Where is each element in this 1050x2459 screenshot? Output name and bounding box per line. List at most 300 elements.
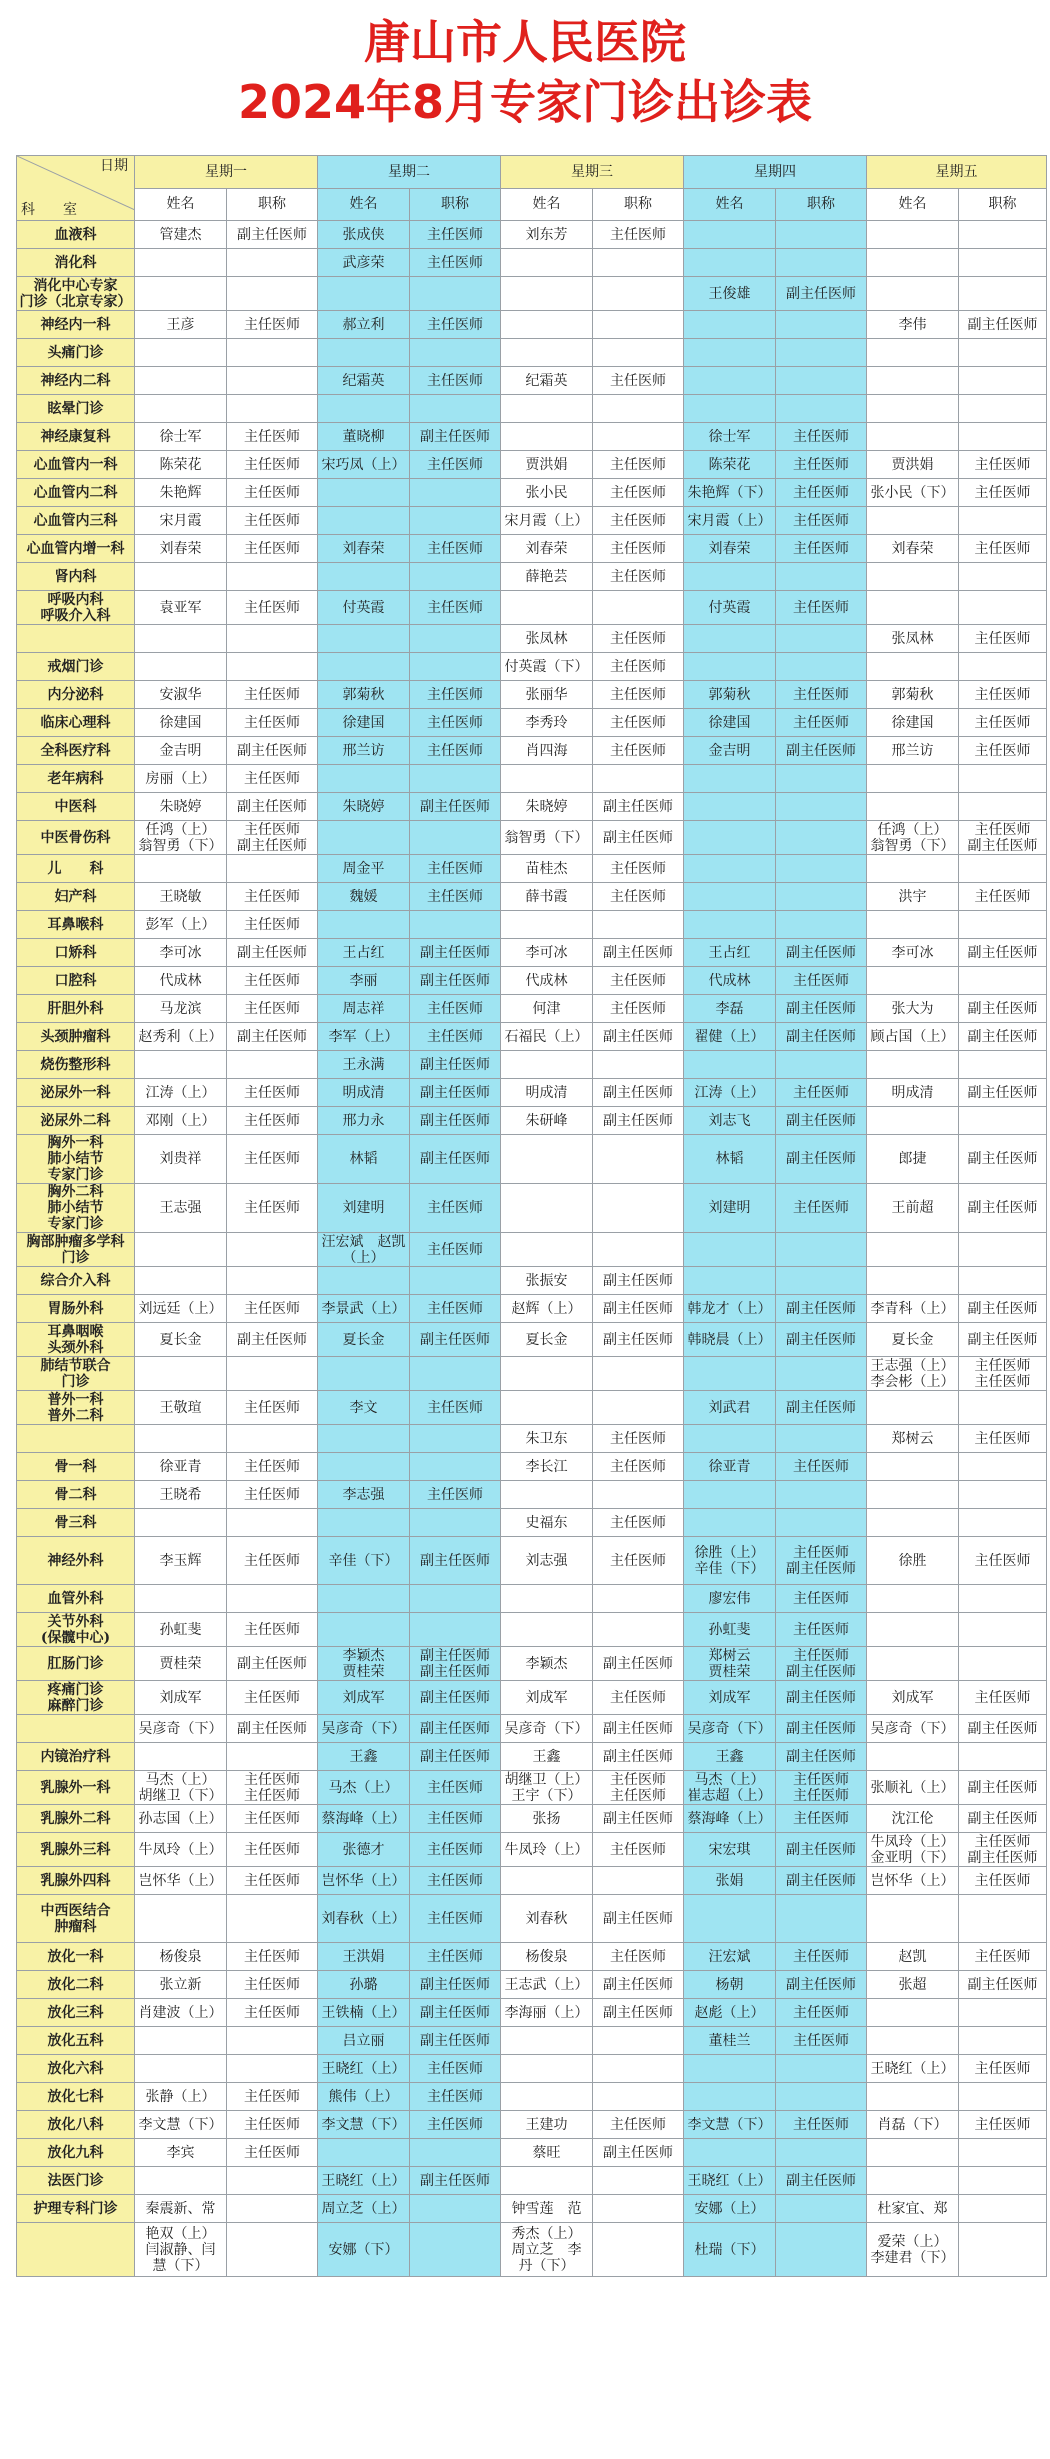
table-row [17,1585,1047,1613]
doctor-name-cell: 秀杰（上） 周立芝 李 丹（下） [501,2223,593,2277]
doctor-name-cell: 熊伟（上） [318,2083,410,2111]
table-row [17,1895,1047,1943]
doctor-name-cell: 刘建明 [318,1184,410,1233]
doctor-name-cell [501,2167,593,2195]
dept-cell: 临床心理科 [17,709,135,737]
dept-cell: 放化六科 [17,2055,135,2083]
dept-cell: 心血管内二科 [17,479,135,507]
doctor-title-cell: 主任医师 [959,451,1047,479]
doctor-name-cell: 肖磊（下） [867,2111,959,2139]
col-title-thu: 职称 [776,188,867,221]
doctor-name-cell: 刘武君 [684,1391,776,1425]
doctor-name-cell: 李丽 [318,967,410,995]
doctor-name-cell: 杨朝 [684,1971,776,1999]
doctor-title-cell [959,1999,1047,2027]
doctor-title-cell: 主任医师 [227,1971,318,1999]
doctor-title-cell [776,1509,867,1537]
doctor-name-cell [135,855,227,883]
doctor-name-cell: 王敬瑄 [135,1391,227,1425]
doctor-title-cell: 主任医师 [227,1079,318,1107]
doctor-name-cell: 王晓红（上） [318,2167,410,2195]
doctor-name-cell: 刘东芳 [501,221,593,249]
doctor-name-cell: 韩晓晨（上） [684,1323,776,1357]
doctor-name-cell [684,1233,776,1267]
doctor-name-cell [867,423,959,451]
doctor-title-cell [410,479,501,507]
dept-cell: 儿 科 [17,855,135,883]
doctor-title-cell [227,1509,318,1537]
doctor-title-cell: 副主任医师 [593,821,684,855]
doctor-name-cell: 王建功 [501,2111,593,2139]
table-row [17,737,1047,765]
doctor-name-cell: 李文 [318,1391,410,1425]
doctor-name-cell: 薛艳芸 [501,563,593,591]
doctor-name-cell: 安淑华 [135,681,227,709]
doctor-title-cell [776,883,867,911]
doctor-title-cell [410,339,501,367]
doctor-title-cell: 主任医师 [410,883,501,911]
doctor-title-cell: 主任医师 [776,681,867,709]
doctor-title-cell [776,2195,867,2223]
doctor-title-cell: 主任医师 [593,1425,684,1453]
doctor-name-cell: 朱艳辉 [135,479,227,507]
doctor-name-cell [867,2167,959,2195]
doctor-name-cell [684,311,776,339]
doctor-name-cell: 任鸿（上） 翁智勇（下） [867,821,959,855]
table-row [17,855,1047,883]
doctor-title-cell: 副主任医师 [227,1647,318,1681]
doctor-name-cell: 薛书霞 [501,883,593,911]
doctor-name-cell: 宋月霞（上） [684,507,776,535]
doctor-name-cell: 吴彦奇（下） [501,1715,593,1743]
dept-cell: 肺结节联合 门诊 [17,1357,135,1391]
doctor-title-cell [776,1895,867,1943]
doctor-title-cell: 主任医师 [410,681,501,709]
doctor-title-cell: 主任医师 [410,1023,501,1051]
doctor-title-cell [959,1509,1047,1537]
doctor-name-cell: 王彦 [135,311,227,339]
doctor-title-cell: 主任医师 [593,737,684,765]
doctor-title-cell [593,2083,684,2111]
doctor-title-cell: 副主任医师 [593,1647,684,1681]
doctor-name-cell [135,2167,227,2195]
doctor-name-cell [684,653,776,681]
table-row [17,1357,1047,1391]
doctor-name-cell: 张小民（下） [867,479,959,507]
doctor-name-cell [867,277,959,311]
doctor-name-cell [135,249,227,277]
doctor-title-cell: 主任医师 [593,967,684,995]
doctor-name-cell: 孙璐 [318,1971,410,1999]
table-row [17,249,1047,277]
doctor-name-cell: 张小民 [501,479,593,507]
doctor-title-cell [410,563,501,591]
doctor-name-cell [501,423,593,451]
doctor-title-cell: 副主任医师 [593,1295,684,1323]
doctor-title-cell: 副主任医师 [959,1715,1047,1743]
doctor-title-cell: 主任医师 [227,1107,318,1135]
doctor-title-cell: 主任医师 [776,423,867,451]
doctor-name-cell: 张成侠 [318,221,410,249]
doctor-title-cell: 副主任医师 [410,967,501,995]
dept-cell [17,2223,135,2277]
dept-cell: 妇产科 [17,883,135,911]
doctor-title-cell [593,1184,684,1233]
doctor-name-cell [318,479,410,507]
doctor-name-cell: 魏媛 [318,883,410,911]
doctor-name-cell [318,1585,410,1613]
doctor-name-cell: 李军（上） [318,1023,410,1051]
dept-cell: 神经康复科 [17,423,135,451]
doctor-title-cell [593,249,684,277]
doctor-name-cell: 徐建国 [867,709,959,737]
doctor-title-cell: 副主任医师 [959,1323,1047,1357]
doctor-title-cell [776,1267,867,1295]
doctor-title-cell [959,1107,1047,1135]
doctor-title-cell [776,1051,867,1079]
dept-cell: 头颈肿瘤科 [17,1023,135,1051]
table-row [17,911,1047,939]
doctor-name-cell: 代成林 [684,967,776,995]
col-name-mon: 姓名 [135,188,227,221]
doctor-name-cell: 李宾 [135,2139,227,2167]
doctor-name-cell [318,2139,410,2167]
doctor-title-cell: 副主任医师 [593,2139,684,2167]
dept-cell: 戒烟门诊 [17,653,135,681]
doctor-title-cell: 主任医师 [593,221,684,249]
doctor-name-cell [684,1895,776,1943]
doctor-name-cell [867,339,959,367]
doctor-title-cell: 副主任医师 [959,311,1047,339]
doctor-name-cell [318,507,410,535]
doctor-name-cell: 宋巧凤（上） [318,451,410,479]
col-title-wed: 职称 [593,188,684,221]
table-row [17,1295,1047,1323]
doctor-title-cell: 副主任医师 [593,1971,684,1999]
table-row [17,591,1047,625]
doctor-title-cell: 主任医师 [593,507,684,535]
doctor-name-cell [684,1481,776,1509]
doctor-name-cell [684,883,776,911]
table-row [17,625,1047,653]
doctor-title-cell [959,967,1047,995]
doctor-title-cell: 副主任医师 [776,737,867,765]
doctor-title-cell [410,507,501,535]
doctor-name-cell: 王占红 [684,939,776,967]
col-name-tue: 姓名 [318,188,410,221]
dept-cell: 放化八科 [17,2111,135,2139]
doctor-name-cell: 李磊 [684,995,776,1023]
doctor-title-cell [593,395,684,423]
doctor-title-cell [410,1425,501,1453]
doctor-name-cell [684,793,776,821]
doctor-name-cell: 肖建波（上） [135,1999,227,2027]
doctor-title-cell [959,653,1047,681]
doctor-name-cell [135,1357,227,1391]
doctor-name-cell [867,765,959,793]
day-header-fri: 星期五 [867,156,1047,189]
doctor-title-cell: 主任医师 主任医师 [593,1771,684,1805]
doctor-title-cell [959,507,1047,535]
doctor-name-cell: 刘贵祥 [135,1135,227,1184]
dept-cell: 消化中心专家 门诊（北京专家） [17,277,135,311]
doctor-name-cell [501,1135,593,1184]
doctor-title-cell: 主任医师 [410,2083,501,2111]
table-row [17,681,1047,709]
doctor-name-cell [135,277,227,311]
doctor-name-cell: 周金平 [318,855,410,883]
schedule-body [17,221,1047,2277]
table-row [17,1681,1047,1715]
dept-cell: 中医骨伤科 [17,821,135,855]
doctor-title-cell [959,2167,1047,2195]
day-header-tue: 星期二 [318,156,501,189]
dept-cell: 血液科 [17,221,135,249]
doctor-name-cell [867,1647,959,1681]
doctor-title-cell: 主任医师 [593,479,684,507]
doctor-title-cell: 主任医师 [227,591,318,625]
table-row [17,1537,1047,1585]
doctor-name-cell: 牛凤玲（上） [135,1833,227,1867]
doctor-name-cell: 蔡海峰（上） [318,1805,410,1833]
doctor-title-cell: 主任医师 主任医师 [776,1771,867,1805]
table-row [17,821,1047,855]
doctor-title-cell [776,1481,867,1509]
doctor-name-cell [684,221,776,249]
doctor-name-cell: 王洪娟 [318,1943,410,1971]
doctor-name-cell: 刘志飞 [684,1107,776,1135]
doctor-title-cell [410,625,501,653]
doctor-title-cell [959,855,1047,883]
table-row [17,563,1047,591]
dept-cell [17,1425,135,1453]
doctor-title-cell [410,653,501,681]
doctor-name-cell [867,507,959,535]
doctor-title-cell: 主任医师 [410,1391,501,1425]
doctor-title-cell: 主任医师 [959,535,1047,563]
doctor-name-cell: 江涛（上） [135,1079,227,1107]
day-header-mon: 星期一 [135,156,318,189]
dept-cell: 神经内二科 [17,367,135,395]
doctor-name-cell: 王铁楠（上） [318,1999,410,2027]
doctor-title-cell: 主任医师 [959,1537,1047,1585]
doctor-name-cell: 岂怀华（上） [867,1867,959,1895]
table-row [17,765,1047,793]
doctor-name-cell: 张顺礼（上） [867,1771,959,1805]
dept-cell: 口腔科 [17,967,135,995]
doctor-title-cell: 主任医师 [227,1943,318,1971]
doctor-name-cell: 石福民（上） [501,1023,593,1051]
dept-cell: 骨二科 [17,1481,135,1509]
doctor-name-cell: 徐亚青 [135,1453,227,1481]
doctor-title-cell: 主任医师 [410,367,501,395]
doctor-name-cell: 贾洪娟 [867,451,959,479]
dept-cell: 心血管内一科 [17,451,135,479]
doctor-title-cell: 主任医师 [227,479,318,507]
dept-cell: 泌尿外一科 [17,1079,135,1107]
doctor-title-cell: 主任医师 [776,1453,867,1481]
doctor-title-cell: 主任医师 [776,507,867,535]
doctor-title-cell: 主任医师 [410,451,501,479]
doctor-name-cell: 张扬 [501,1805,593,1833]
table-row [17,1771,1047,1805]
doctor-name-cell: 洪宇 [867,883,959,911]
doctor-title-cell: 主任医师 [410,1943,501,1971]
doctor-name-cell: 代成林 [501,967,593,995]
dept-cell: 心血管内增一科 [17,535,135,563]
doctor-title-cell: 副主任医师 [593,1895,684,1943]
doctor-name-cell [501,1613,593,1647]
table-row [17,1184,1047,1233]
doctor-name-cell [135,1051,227,1079]
doctor-title-cell: 主任医师 [776,1079,867,1107]
doctor-name-cell: 王晓敏 [135,883,227,911]
doctor-name-cell: 付英霞（下） [501,653,593,681]
doctor-name-cell [684,911,776,939]
doctor-title-cell [593,2055,684,2083]
doctor-title-cell [227,2055,318,2083]
doctor-name-cell: 李文慧（下） [135,2111,227,2139]
doctor-name-cell: 张振安 [501,1267,593,1295]
doctor-name-cell: 李文慧（下） [684,2111,776,2139]
doctor-title-cell: 主任医师 [593,855,684,883]
table-row [17,221,1047,249]
doctor-name-cell: 邢兰访 [867,737,959,765]
doctor-title-cell: 副主任医师 [776,995,867,1023]
doctor-title-cell [776,249,867,277]
doctor-title-cell [227,1233,318,1267]
doctor-title-cell: 主任医师 [227,1391,318,1425]
doctor-name-cell: 刘成军 [684,1681,776,1715]
doctor-name-cell: 王志强 [135,1184,227,1233]
doctor-name-cell: 刘成军 [501,1681,593,1715]
doctor-name-cell: 纪霜英 [501,367,593,395]
doctor-name-cell: 江涛（上） [684,1079,776,1107]
doctor-name-cell [867,855,959,883]
doctor-title-cell: 主任医师 [227,883,318,911]
doctor-name-cell [318,1509,410,1537]
doctor-title-cell [959,1613,1047,1647]
doctor-name-cell [501,1585,593,1613]
doctor-title-cell: 主任医师 [959,1867,1047,1895]
doctor-name-cell [501,765,593,793]
doctor-name-cell: 马龙滨 [135,995,227,1023]
table-row [17,479,1047,507]
table-row [17,1323,1047,1357]
doctor-title-cell [776,1357,867,1391]
doctor-name-cell: 张凤林 [867,625,959,653]
dept-cell [17,625,135,653]
doctor-title-cell [959,1391,1047,1425]
doctor-title-cell: 主任医师 [227,911,318,939]
doctor-name-cell: 张超 [867,1971,959,1999]
doctor-title-cell [593,1481,684,1509]
doctor-name-cell: 王占红 [318,939,410,967]
doctor-title-cell [776,1425,867,1453]
doctor-title-cell: 副主任医师 [410,1051,501,1079]
doctor-name-cell [501,277,593,311]
doctor-title-cell: 主任医师 [593,1537,684,1585]
table-row [17,709,1047,737]
doctor-name-cell: 安娜（上） [684,2195,776,2223]
doctor-title-cell [776,625,867,653]
doctor-name-cell: 胡继卫（上） 王宇（下） [501,1771,593,1805]
doctor-title-cell: 副主任医师 [410,2027,501,2055]
table-row [17,1079,1047,1107]
doctor-title-cell [959,911,1047,939]
doctor-title-cell: 主任医师 [227,535,318,563]
doctor-title-cell: 主任医师 [410,1481,501,1509]
table-row [17,2139,1047,2167]
doctor-title-cell [593,1391,684,1425]
doctor-title-cell: 主任医师 [593,535,684,563]
doctor-title-cell [410,765,501,793]
doctor-name-cell [318,395,410,423]
doctor-title-cell: 主任医师 [959,883,1047,911]
doctor-title-cell [776,563,867,591]
doctor-name-cell [867,395,959,423]
doctor-name-cell: 顾占国（上） [867,1023,959,1051]
doctor-name-cell: 王志武（上） [501,1971,593,1999]
doctor-title-cell [410,1267,501,1295]
doctor-name-cell: 徐建国 [318,709,410,737]
doctor-title-cell: 副主任医师 [776,1971,867,1999]
doctor-name-cell [867,1613,959,1647]
doctor-name-cell: 王俊雄 [684,277,776,311]
doctor-title-cell: 主任医师 [776,709,867,737]
doctor-title-cell: 副主任医师 [593,1805,684,1833]
doctor-name-cell [135,563,227,591]
doctor-title-cell [227,2167,318,2195]
doctor-title-cell: 主任医师 [227,681,318,709]
doctor-title-cell: 主任医师 [410,535,501,563]
doctor-title-cell [593,1613,684,1647]
dept-cell: 法医门诊 [17,2167,135,2195]
table-row [17,883,1047,911]
doctor-title-cell [959,765,1047,793]
doctor-title-cell: 主任医师 [959,1681,1047,1715]
doctor-name-cell [135,1425,227,1453]
doctor-title-cell [410,2223,501,2277]
doctor-title-cell [776,2223,867,2277]
doctor-name-cell [501,1051,593,1079]
table-row [17,1233,1047,1267]
doctor-title-cell [959,1051,1047,1079]
doctor-name-cell: 刘春荣 [867,535,959,563]
doctor-name-cell [501,1233,593,1267]
doctor-title-cell: 副主任医师 [959,939,1047,967]
doctor-title-cell: 副主任医师 [776,1391,867,1425]
doctor-title-cell [227,625,318,653]
dept-cell: 胃肠外科 [17,1295,135,1323]
doctor-title-cell: 主任医师 [410,1805,501,1833]
doctor-title-cell: 主任医师 [410,709,501,737]
doctor-title-cell: 副主任医师 [776,1135,867,1184]
doctor-title-cell: 主任医师 [227,1295,318,1323]
doctor-name-cell: 朱艳辉（下） [684,479,776,507]
doctor-title-cell: 主任医师 [593,451,684,479]
doctor-title-cell: 主任医师 [410,1295,501,1323]
doctor-title-cell: 副主任医师 [410,939,501,967]
doctor-title-cell [959,1743,1047,1771]
doctor-name-cell: 林韬 [684,1135,776,1184]
doctor-title-cell [959,277,1047,311]
doctor-name-cell: 王鑫 [684,1743,776,1771]
doctor-title-cell: 副主任医师 [410,1999,501,2027]
doctor-name-cell [135,367,227,395]
doctor-name-cell [867,1107,959,1135]
doctor-name-cell: 徐亚青 [684,1453,776,1481]
